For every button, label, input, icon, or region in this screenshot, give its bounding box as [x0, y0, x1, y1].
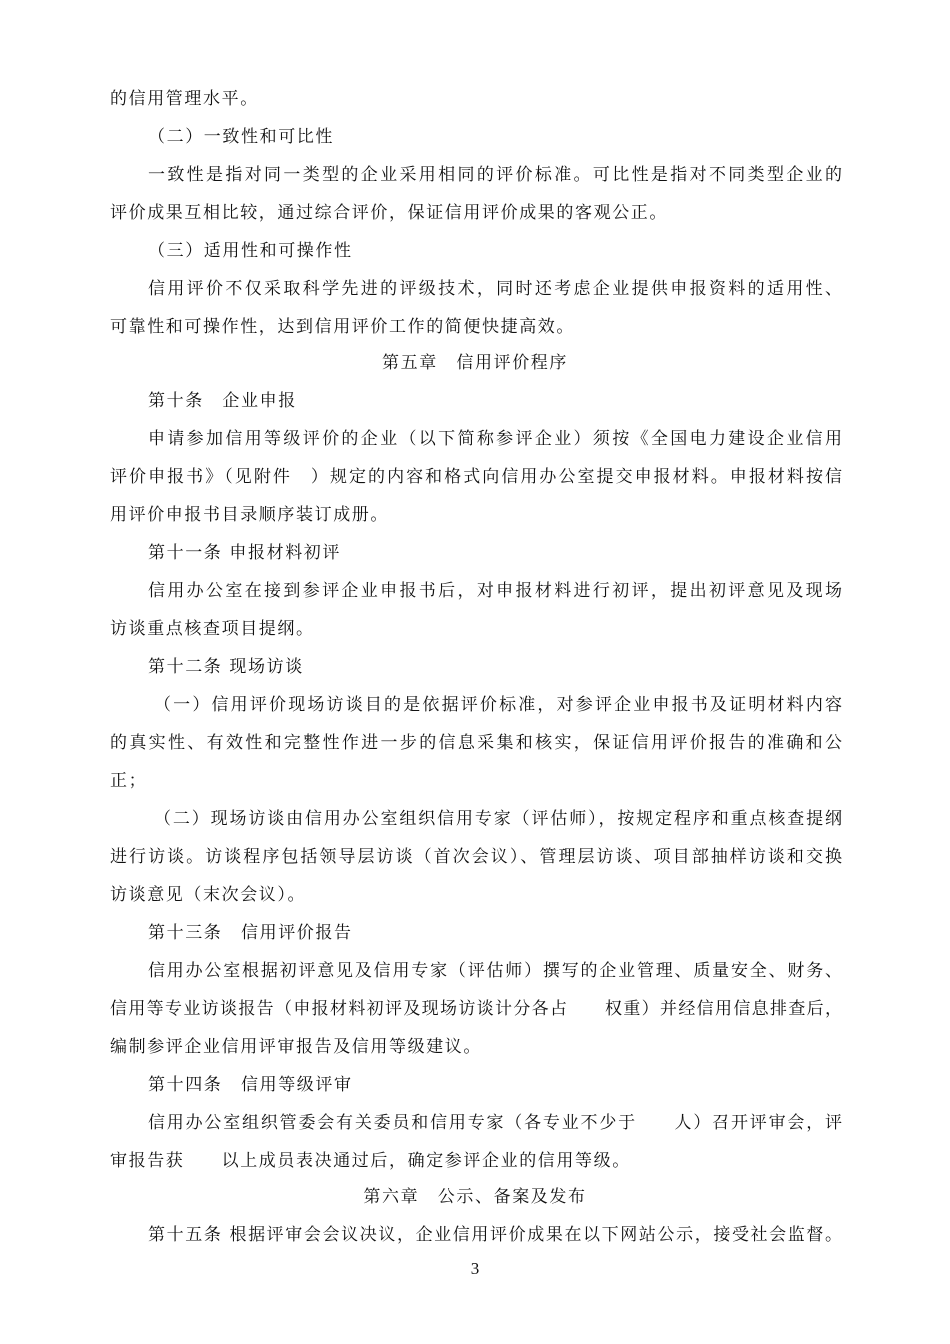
paragraph-line: 一致性是指对同一类型的企业采用相同的评价标准。可比性是指对不同类型企业的: [148, 165, 842, 185]
paragraph-line: 信用办公室根据初评意见及信用专家（评估师）撰写的企业管理、质量安全、财务、: [148, 961, 842, 981]
paragraph-line: 评价成果互相比较，通过综合评价，保证信用评价成果的客观公正。: [110, 203, 668, 223]
section-heading: （三）适用性和可操作性: [148, 241, 353, 261]
section-heading: （二）一致性和可比性: [148, 127, 334, 147]
article-heading: 第十条 企业申报: [148, 391, 297, 411]
paragraph-line: 信用办公室在接到参评企业申报书后，对申报材料进行初评，提出初评意见及现场: [148, 581, 842, 601]
paragraph-line: （二）现场访谈由信用办公室组织信用专家（评估师），按规定程序和重点核查提纲: [154, 809, 842, 829]
paragraph-line: 信用评价不仅采取科学先进的评级技术，同时还考虑企业提供申报资料的适用性、: [148, 279, 842, 299]
paragraph-line: 信用等专业访谈报告（申报材料初评及现场访谈计分各占 权重）并经信用信息排查后，: [110, 999, 842, 1019]
article-heading: 第十三条 信用评价报告: [148, 923, 353, 943]
chapter-heading: 第六章 公示、备案及发布: [363, 1187, 587, 1207]
chapter-heading: 第五章 信用评价程序: [382, 353, 568, 373]
article-heading: 第十四条 信用等级评审: [148, 1075, 353, 1095]
paragraph-line: 的信用管理水平。: [110, 89, 259, 109]
paragraph-line: 编制参评企业信用评审报告及信用等级建议。: [110, 1037, 482, 1057]
paragraph-line: 访谈重点核查项目提纲。: [110, 619, 315, 639]
paragraph-line: 访谈意见（末次会议）。: [110, 885, 307, 905]
article-heading: 第十二条 现场访谈: [148, 657, 304, 677]
paragraph-line: （一）信用评价现场访谈目的是依据评价标准，对参评企业申报书及证明材料内容: [154, 695, 842, 715]
article-heading: 第十一条 申报材料初评: [148, 543, 342, 563]
paragraph-line: 可靠性和可操作性，达到信用评价工作的简便快捷高效。: [110, 317, 575, 337]
paragraph-line: 的真实性、有效性和完整性作进一步的信息采集和核实，保证信用评价报告的准确和公: [110, 733, 842, 753]
paragraph-line: 评价申报书》（见附件 ）规定的内容和格式向信用办公室提交申报材料。申报材料按信: [110, 467, 842, 487]
paragraph-line: 用评价申报书目录顺序装订成册。: [110, 505, 389, 525]
page-number: 3: [470, 1259, 480, 1278]
paragraph-line: 第十五条 根据评审会会议决议，企业信用评价成果在以下网站公示，接受社会监督。: [148, 1225, 842, 1245]
paragraph-line: 审报告获 以上成员表决通过后，确定参评企业的信用等级。: [110, 1151, 631, 1171]
paragraph-line: 信用办公室组织管委会有关委员和信用专家（各专业不少于 人）召开评审会，评: [148, 1113, 842, 1133]
paragraph-line: 进行访谈。访谈程序包括领导层访谈（首次会议）、管理层访谈、项目部抽样访谈和交换: [110, 847, 842, 867]
paragraph-line: 正；: [110, 771, 148, 791]
paragraph-line: 申请参加信用等级评价的企业（以下简称参评企业）须按《全国电力建设企业信用: [148, 429, 842, 449]
